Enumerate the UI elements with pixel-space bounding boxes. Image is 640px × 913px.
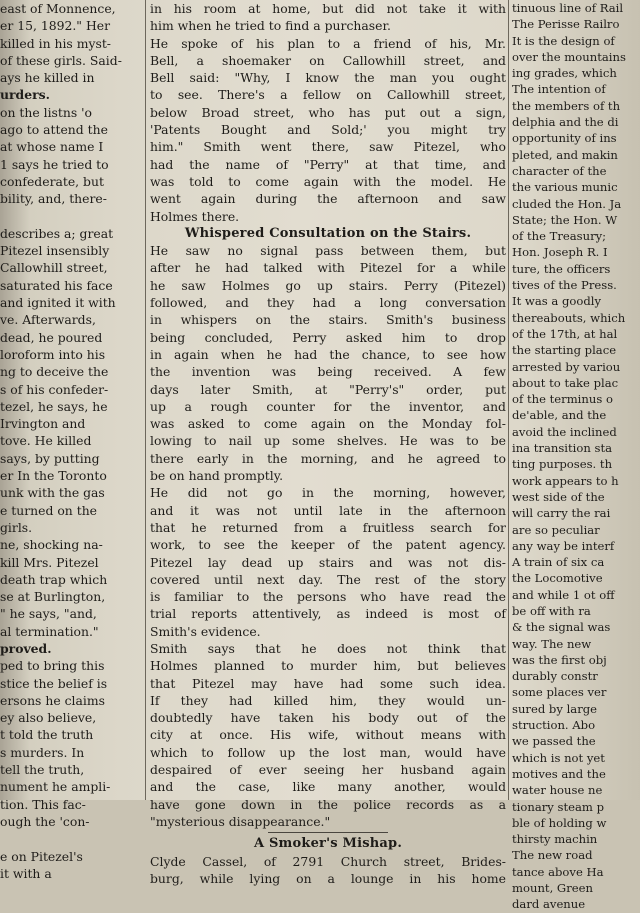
- left-column-line: ng to deceive the: [0, 364, 109, 380]
- column-rule-left: [145, 0, 146, 800]
- right-column-line: thereabouts, which: [512, 310, 626, 325]
- article-line: "mysterious disappearance.": [150, 813, 331, 829]
- right-column-line: will carry the rai: [512, 506, 611, 521]
- left-column-line: ped to bring this: [0, 658, 105, 674]
- article-line: He spoke of his plan to a friend of his, Mr.: [150, 35, 506, 51]
- article-line: covered until next day. The rest of the story: [150, 571, 506, 587]
- article-line: days later Smith, at "Perry's" order, put: [150, 381, 506, 397]
- article-line: and it was not until late in the afternoon: [150, 502, 506, 518]
- right-column-line: water house ne: [512, 783, 603, 798]
- article-line: and the case, like many another, would: [150, 779, 506, 795]
- left-column-line: loroform into his: [0, 346, 106, 362]
- right-column-line: tives of the Press.: [512, 278, 617, 293]
- left-column-line: unk with the gas: [0, 485, 105, 501]
- left-column-line: s murders. In: [0, 744, 85, 760]
- article-line: after he had talked with Pitezel for a while: [150, 260, 506, 276]
- left-column-line: Irvington and: [0, 416, 86, 432]
- article-line: Bell said: "Why, I know the man you ought: [150, 70, 506, 86]
- right-column-line: ting purposes. th: [512, 457, 613, 472]
- article-line: he saw Holmes go up stairs. Perry (Pitezel): [150, 277, 506, 293]
- left-column-line: kill Mrs. Pitezel: [0, 554, 99, 570]
- right-column-line: thirsty machin: [512, 832, 598, 847]
- right-column-line: over the mountains: [512, 49, 626, 64]
- right-column-line: way. The new: [512, 636, 592, 651]
- left-column-line: on the listns 'o: [0, 104, 93, 120]
- article-line: city at once. His wife, without means with: [150, 727, 506, 743]
- right-column-line: State; the Hon. W: [512, 212, 618, 227]
- article-line: up a rough counter for the inventor, and: [150, 398, 506, 414]
- left-column-line: e turned on the: [0, 502, 98, 518]
- left-column-line: says, by putting: [0, 450, 100, 466]
- right-column-line: the various munic: [512, 180, 618, 195]
- right-column-line: avoid the inclined: [512, 424, 617, 439]
- left-column-line: ough the 'con-: [0, 813, 90, 829]
- left-column-line: er In the Toronto: [0, 468, 107, 484]
- left-column-line: nument he ampli-: [0, 779, 111, 795]
- article-line: in whispers on the stairs. Smith's business: [150, 312, 506, 328]
- right-column-line: It was a goodly: [512, 294, 602, 309]
- middle-column: [150, 0, 506, 886]
- article-line: being concluded, Perry asked him to drop: [150, 329, 506, 345]
- left-column-line: killed in his myst-: [0, 35, 111, 51]
- right-column-line: ing grades, which: [512, 66, 617, 81]
- article-line: have gone down in the police records as a: [150, 796, 506, 812]
- right-column: [512, 0, 640, 912]
- left-column-line: s of his confeder-: [0, 381, 109, 397]
- article-line: Bell, a shoemaker on Callowhill street, and: [150, 52, 506, 68]
- left-column-line: ays he killed in: [0, 70, 95, 86]
- right-column-line: are so peculiar: [512, 522, 600, 537]
- article-line: despaired of ever seeing her husband again: [150, 762, 506, 778]
- left-column-line: Pitezel insensibly: [0, 243, 110, 259]
- article-line: Smith's evidence.: [150, 623, 261, 639]
- right-column-line: the members of th: [512, 98, 621, 113]
- right-column-line: pleted, and makin: [512, 147, 618, 162]
- right-column-line: the starting place: [512, 343, 617, 358]
- right-column-line: tance above Ha: [512, 864, 604, 879]
- article-line: be on hand promptly.: [150, 468, 284, 484]
- right-column-line: delphia and the di: [512, 115, 619, 130]
- article-top: [150, 0, 506, 225]
- right-column-line: tinuous line of Rail: [512, 1, 624, 15]
- left-column-line: urders.: [0, 87, 50, 103]
- right-column-line: Hon. Joseph R. I: [512, 245, 608, 260]
- article-line: him." Smith went there, saw Pitezel, who: [150, 139, 506, 155]
- left-column-line: describes a; great: [0, 225, 114, 241]
- article-line: work, to see the keeper of the patent agency.: [150, 537, 506, 553]
- left-column-line: dead, he poured: [0, 329, 103, 345]
- left-column-line: and ignited it with: [0, 295, 116, 311]
- right-column-line: tionary steam p: [512, 799, 604, 814]
- left-column-line: se at Burlington,: [0, 589, 106, 605]
- right-column-line: sured by large: [512, 701, 598, 716]
- left-column-line: girls.: [0, 519, 33, 535]
- article-line: Holmes planned to murder him, but believes: [150, 658, 506, 674]
- right-column-line: ture, the officers: [512, 261, 611, 276]
- right-column-line: The intention of: [512, 82, 606, 97]
- right-column-line: ble of holding w: [512, 815, 607, 830]
- right-column-line: dard avenue: [512, 897, 586, 912]
- right-column-line: opportunity of ins: [512, 131, 617, 146]
- article-line: to see. There's a fellow on Callowhill street,: [150, 87, 506, 103]
- left-column-line: e on Pitezel's: [0, 848, 83, 864]
- heading-smokers-mishap: A Smoker's Mishap.: [253, 836, 403, 852]
- column-rule-right: [508, 0, 509, 800]
- right-column-line: cluded the Hon. Ja: [512, 196, 622, 211]
- article-line: that Pitezel may have had some such idea.: [150, 675, 506, 691]
- left-column-line: stice the belief is: [0, 675, 108, 691]
- article-line: He did not go in the morning, however,: [150, 485, 506, 501]
- left-column-line: saturated his face: [0, 277, 113, 293]
- left-column-line: ago to attend the: [0, 122, 108, 138]
- right-column-line: character of the: [512, 163, 607, 178]
- left-column-line: tove. He killed: [0, 433, 92, 449]
- article-stairs-section: [150, 242, 506, 830]
- left-column-line: ve. Afterwards,: [0, 312, 96, 328]
- subheading-whispered-consultation: Whispered Consultation on the Stairs.: [184, 225, 472, 241]
- article-line: Smith says that he does not think that: [150, 640, 506, 656]
- left-column: [0, 0, 140, 881]
- article-line: the invention was being received. A few: [150, 364, 506, 380]
- right-column-line: The new road: [512, 848, 593, 863]
- article-line: Clyde Cassel, of 2791 Church street, Brides-: [150, 853, 506, 869]
- left-column-line: ne, shocking na-: [0, 537, 103, 553]
- right-column-line: any way be interf: [512, 538, 615, 553]
- article-line: him when he tried to find a purchaser.: [150, 18, 391, 34]
- left-column-line: al termination.": [0, 623, 99, 639]
- article-line: there early in the morning, and he agreed to: [150, 450, 506, 466]
- right-column-line: struction. Abo: [512, 718, 596, 733]
- article-line: went again during the afternoon and saw: [150, 191, 506, 207]
- article-line: Pitezel lay dead up stairs and was not dis-: [150, 554, 506, 570]
- left-column-line: tion. This fac-: [0, 796, 86, 812]
- right-column-line: work appears to h: [512, 473, 619, 488]
- left-column-line: t told the truth: [0, 727, 94, 743]
- article-line: was told to come again with the model. He: [150, 173, 506, 189]
- left-column-line: east of Monnence,: [0, 1, 116, 16]
- right-column-line: be off with ra: [512, 603, 591, 618]
- article-line: which to follow up the lost man, would have: [150, 744, 506, 760]
- right-column-line: which is not yet: [512, 750, 605, 765]
- left-column-line: bility, and, there-: [0, 191, 107, 207]
- left-column-line: confederate, but: [0, 173, 104, 189]
- left-column-line: ey also believe,: [0, 710, 97, 726]
- right-column-line: de'able, and the: [512, 408, 607, 423]
- article-line: had the name of "Perry" at that time, and: [150, 156, 506, 172]
- article-line: followed, and they had a long conversation: [150, 295, 506, 311]
- left-column-line: ersons he claims: [0, 692, 105, 708]
- left-column-line: Callowhill street,: [0, 260, 108, 276]
- left-column-line: [0, 830, 140, 847]
- right-column-line: durably constr: [512, 669, 598, 684]
- article-line: Holmes there.: [150, 208, 240, 224]
- right-column-line: It is the design of: [512, 33, 615, 48]
- right-column-line: of the terminus o: [512, 392, 613, 407]
- article-smoker-section: [150, 853, 506, 888]
- left-column-line: proved.: [0, 640, 52, 656]
- right-column-line: we passed the: [512, 734, 596, 749]
- article-line: below Broad street, who has put out a sign,: [150, 104, 506, 120]
- left-column-line: at whose name I: [0, 139, 104, 155]
- article-line: If they had killed him, they would un-: [150, 692, 506, 708]
- article-line: doubtedly have taken his body out of the: [150, 710, 506, 726]
- left-column-line: tell the truth,: [0, 762, 85, 778]
- right-column-line: of the 17th, at hal: [512, 326, 618, 341]
- right-column-line: The Perisse Railro: [512, 17, 620, 32]
- left-column-line: death trap which: [0, 571, 108, 587]
- article-line: in again when he had the chance, to see how: [150, 346, 506, 362]
- article-line: lowing to nail up some shelves. He was to be: [150, 433, 506, 449]
- article-line: burg, while lying on a lounge in his home: [150, 870, 506, 886]
- right-column-line: some places ver: [512, 685, 607, 700]
- right-column-line: motives and the: [512, 766, 606, 781]
- right-column-line: west side of the: [512, 489, 605, 504]
- left-column-line: it with a: [0, 865, 52, 881]
- article-line: 'Patents Bought and Sold;' you might try: [150, 122, 506, 138]
- section-divider: [268, 832, 388, 833]
- right-column-line: mount, Green: [512, 881, 593, 896]
- article-line: is familiar to the persons who have read the: [150, 589, 506, 605]
- right-column-line: and while 1 ot off: [512, 587, 615, 602]
- left-column-line: " he says, "and,: [0, 606, 97, 622]
- article-line: that he returned from a fruitless search for: [150, 519, 506, 535]
- article-line: He saw no signal pass between them, but: [150, 243, 506, 259]
- left-column-line: [0, 208, 140, 225]
- left-column-line: er 15, 1892." Her: [0, 18, 111, 34]
- article-line: was asked to come again on the Monday fol-: [150, 416, 506, 432]
- article-line: trial reports attentively, as indeed is most of: [150, 606, 506, 622]
- right-column-line: A train of six ca: [512, 555, 605, 570]
- article-line: in his room at home, but did not take it with: [150, 1, 506, 16]
- right-column-line: was the first obj: [512, 652, 607, 667]
- right-column-line: ina transition sta: [512, 441, 613, 456]
- right-column-line: arrested by variou: [512, 359, 621, 374]
- right-column-line: the Locomotive: [512, 571, 603, 586]
- right-column-line: about to take plac: [512, 375, 619, 390]
- right-column-line: of the Treasury;: [512, 229, 607, 244]
- left-column-line: 1 says he tried to: [0, 156, 109, 172]
- left-column-line: of these girls. Said-: [0, 52, 122, 68]
- right-column-line: & the signal was: [512, 620, 611, 635]
- left-column-line: tezel, he says, he: [0, 398, 108, 414]
